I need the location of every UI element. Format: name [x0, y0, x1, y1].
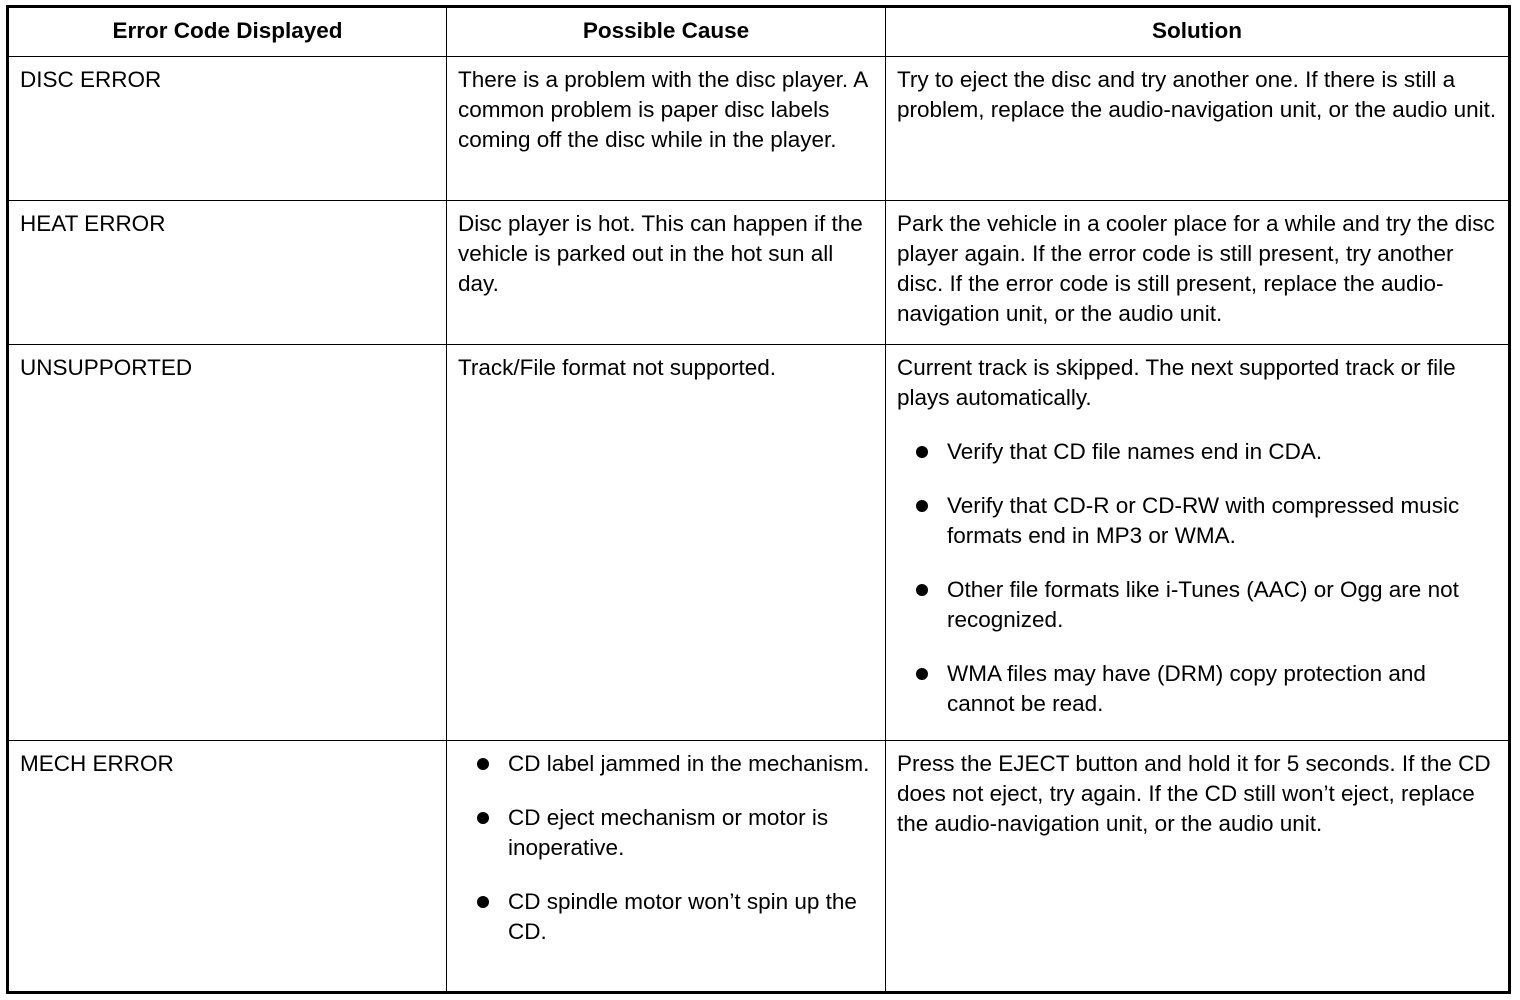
header-error-code: Error Code Displayed — [8, 7, 447, 57]
table-row — [8, 345, 1510, 740]
table-row — [8, 57, 1510, 201]
bullet-icon — [916, 500, 928, 512]
cause-text: Disc player is hot. This can happen if the vehicle is parked out in the hot sun all day. — [458, 211, 863, 297]
cause-cell — [447, 345, 886, 740]
cause-text: Track/File format not supported. — [458, 355, 777, 381]
solution-text: Park the vehicle in a cooler place for a while and try the disc player again. If the error code is still present, try another disc. If the error code is still present, replace the audio-navigation unit, or the audio unit. — [897, 211, 1495, 327]
bullet-text: WMA files may have (DRM) copy protection and cannot be read. — [947, 661, 1426, 717]
cause-cell — [447, 740, 886, 992]
bullet-text: Verify that CD-R or CD-RW with compressed music formats end in MP3 or WMA. — [947, 493, 1460, 549]
solution-text: Press the EJECT button and hold it for 5 seconds. If the CD does not eject, try again. If the CD still won’t eject, replace the audio-navigation unit, or the audio unit. — [897, 750, 1491, 836]
list-item — [458, 887, 874, 947]
bullet-text: CD spindle motor won’t spin up the CD. — [508, 888, 857, 944]
list-item — [897, 437, 1497, 467]
error-code-cell: DISC ERROR — [8, 57, 447, 201]
cause-cell — [447, 201, 886, 345]
error-code-cell: MECH ERROR — [8, 740, 447, 992]
bullet-icon — [477, 758, 489, 770]
list-item — [897, 491, 1497, 551]
cause-cell — [447, 57, 886, 201]
error-code-table — [6, 5, 1511, 994]
solution-cell — [886, 57, 1510, 201]
bullet-text: CD eject mechanism or motor is inoperative. — [508, 804, 829, 860]
solution-text: Current track is skipped. The next supported track or file plays automatically. — [897, 355, 1456, 411]
header-row — [8, 7, 1510, 57]
bullet-icon — [477, 896, 489, 908]
table-row — [8, 201, 1510, 345]
cause-bullet-list — [458, 749, 874, 947]
bullet-icon — [916, 446, 928, 458]
list-item — [897, 659, 1497, 719]
solution-text: Try to eject the disc and try another one. If there is still a problem, replace the audio-navigation unit, or the audio unit. — [897, 67, 1497, 122]
bullet-text: Verify that CD file names end in CDA. — [947, 439, 1323, 465]
bullet-text: Other file formats like i-Tunes (AAC) or Ogg are not recognized. — [947, 577, 1459, 633]
solution-bullet-list — [897, 437, 1497, 719]
solution-cell — [886, 345, 1510, 740]
list-item — [458, 803, 874, 863]
bullet-icon — [477, 812, 489, 824]
cause-text: There is a problem with the disc player. A common problem is paper disc labels coming off the disc while in the player. — [458, 67, 867, 152]
list-item — [897, 575, 1497, 635]
error-code-cell: UNSUPPORTED — [8, 345, 447, 740]
solution-cell — [886, 740, 1510, 992]
bullet-icon — [916, 668, 928, 680]
header-solution: Solution — [886, 7, 1510, 57]
list-item — [458, 749, 874, 779]
bullet-icon — [916, 584, 928, 596]
table-row — [8, 740, 1510, 992]
header-possible-cause: Possible Cause — [447, 7, 886, 57]
bullet-text: CD label jammed in the mechanism. — [508, 750, 870, 776]
solution-cell — [886, 201, 1510, 345]
error-code-cell: HEAT ERROR — [8, 201, 447, 345]
